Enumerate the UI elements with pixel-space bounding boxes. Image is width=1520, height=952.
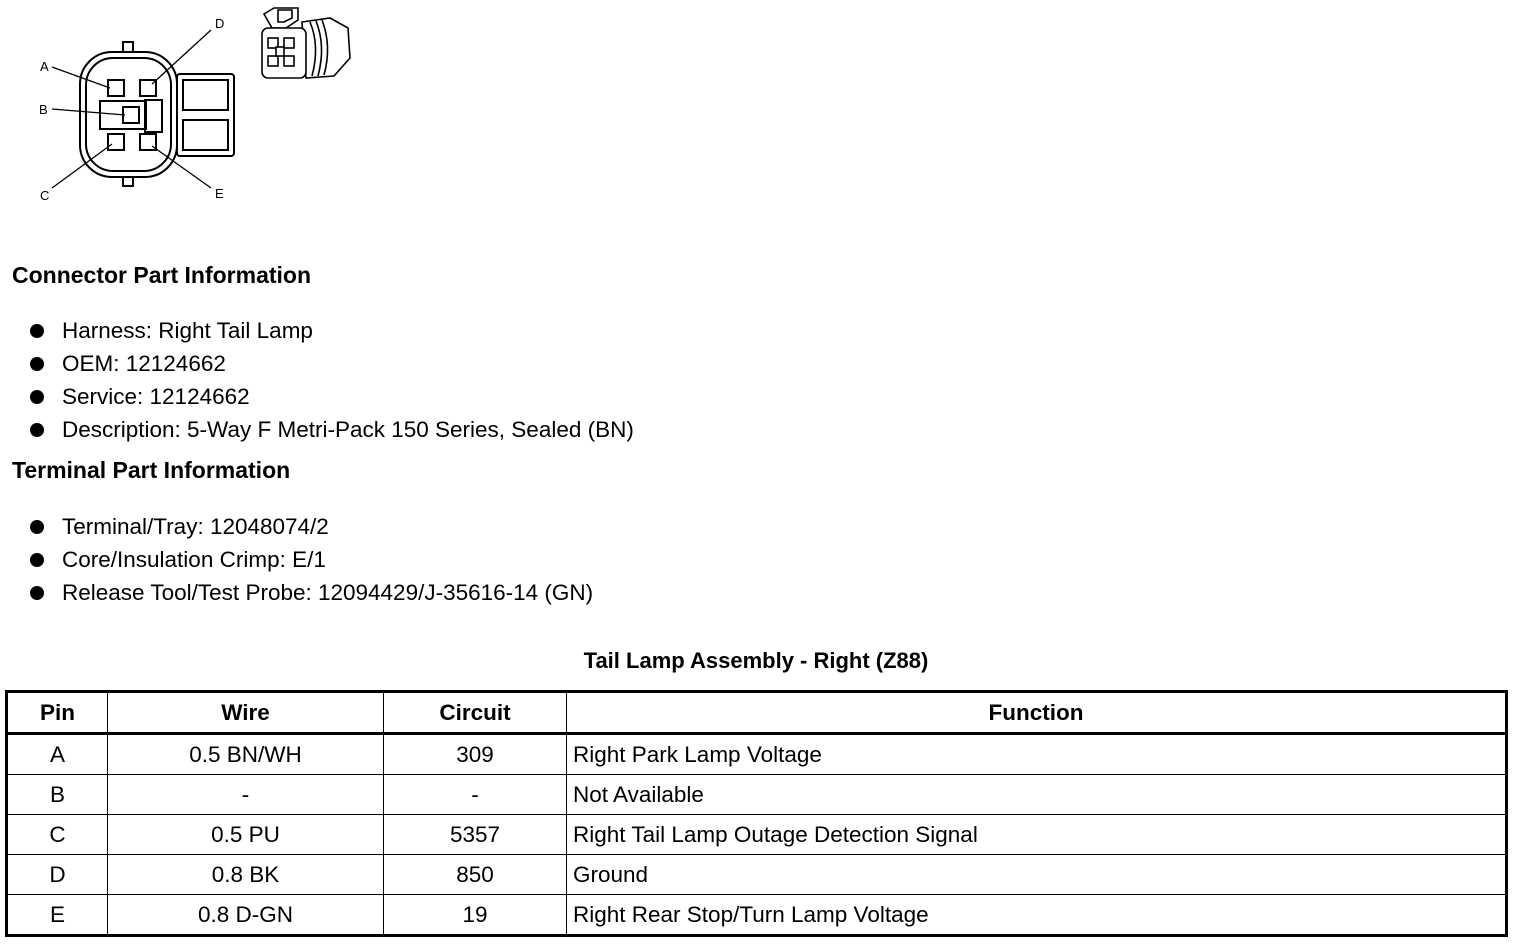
cell-function: Not Available [567, 775, 1507, 815]
cell-function: Right Tail Lamp Outage Detection Signal [567, 815, 1507, 855]
iso-cavity-3 [268, 56, 278, 66]
table-row [7, 895, 1507, 936]
iso-cavity-4 [284, 56, 294, 66]
iso-cavity-5 [276, 47, 284, 56]
cell-pin: D [7, 855, 108, 895]
pin-label-a: A [40, 59, 49, 74]
header-circuit: Circuit [384, 692, 567, 734]
connector-isometric-view [258, 6, 358, 86]
iso-cavity-2 [284, 38, 294, 48]
cell-circuit: 850 [384, 855, 567, 895]
terminal-info-crimp: Core/Insulation Crimp: E/1 [0, 543, 593, 576]
connector-latch-housing [177, 74, 234, 156]
connector-info-list [0, 314, 634, 446]
cell-function: Right Park Lamp Voltage [567, 734, 1507, 775]
pin-label-d: D [215, 16, 225, 31]
cell-function: Right Rear Stop/Turn Lamp Voltage [567, 895, 1507, 936]
table-title: Tail Lamp Assembly - Right (Z88) [583, 648, 929, 673]
cell-circuit: - [384, 775, 567, 815]
connector-info-oem: OEM: 12124662 [0, 347, 634, 380]
connector-info-heading: Connector Part Information [12, 262, 312, 288]
terminal-info-list [0, 510, 593, 609]
connector-face-diagram [30, 8, 245, 203]
cell-wire: - [108, 775, 384, 815]
connector-info-description: Description: 5-Way F Metri-Pack 150 Series, Sealed (BN) [0, 413, 634, 446]
cell-circuit: 19 [384, 895, 567, 936]
cell-circuit: 5357 [384, 815, 567, 855]
pin-label-e: E [215, 186, 224, 201]
cell-circuit: 309 [384, 734, 567, 775]
header-function: Function [567, 692, 1507, 734]
cell-wire: 0.5 PU [108, 815, 384, 855]
table-row [7, 734, 1507, 775]
cell-wire: 0.8 D-GN [108, 895, 384, 936]
terminal-info-tray: Terminal/Tray: 12048074/2 [0, 510, 593, 543]
connector-info-harness: Harness: Right Tail Lamp [0, 314, 634, 347]
table-header-row [7, 692, 1507, 734]
cell-wire: 0.8 BK [108, 855, 384, 895]
cell-pin: E [7, 895, 108, 936]
table-row [7, 855, 1507, 895]
header-pin: Pin [7, 692, 108, 734]
cell-function: Ground [567, 855, 1507, 895]
table-row [7, 775, 1507, 815]
table-row [7, 815, 1507, 855]
pin-table [5, 690, 1508, 937]
terminal-info-tool: Release Tool/Test Probe: 12094429/J-35616-14 (GN) [0, 576, 593, 609]
cell-wire: 0.5 BN/WH [108, 734, 384, 775]
cell-pin: C [7, 815, 108, 855]
cell-pin: B [7, 775, 108, 815]
cell-pin: A [7, 734, 108, 775]
pin-label-c: C [40, 188, 50, 203]
header-wire: Wire [108, 692, 384, 734]
pin-label-b: B [39, 102, 48, 117]
connector-info-service: Service: 12124662 [0, 380, 634, 413]
terminal-info-heading: Terminal Part Information [12, 457, 291, 483]
